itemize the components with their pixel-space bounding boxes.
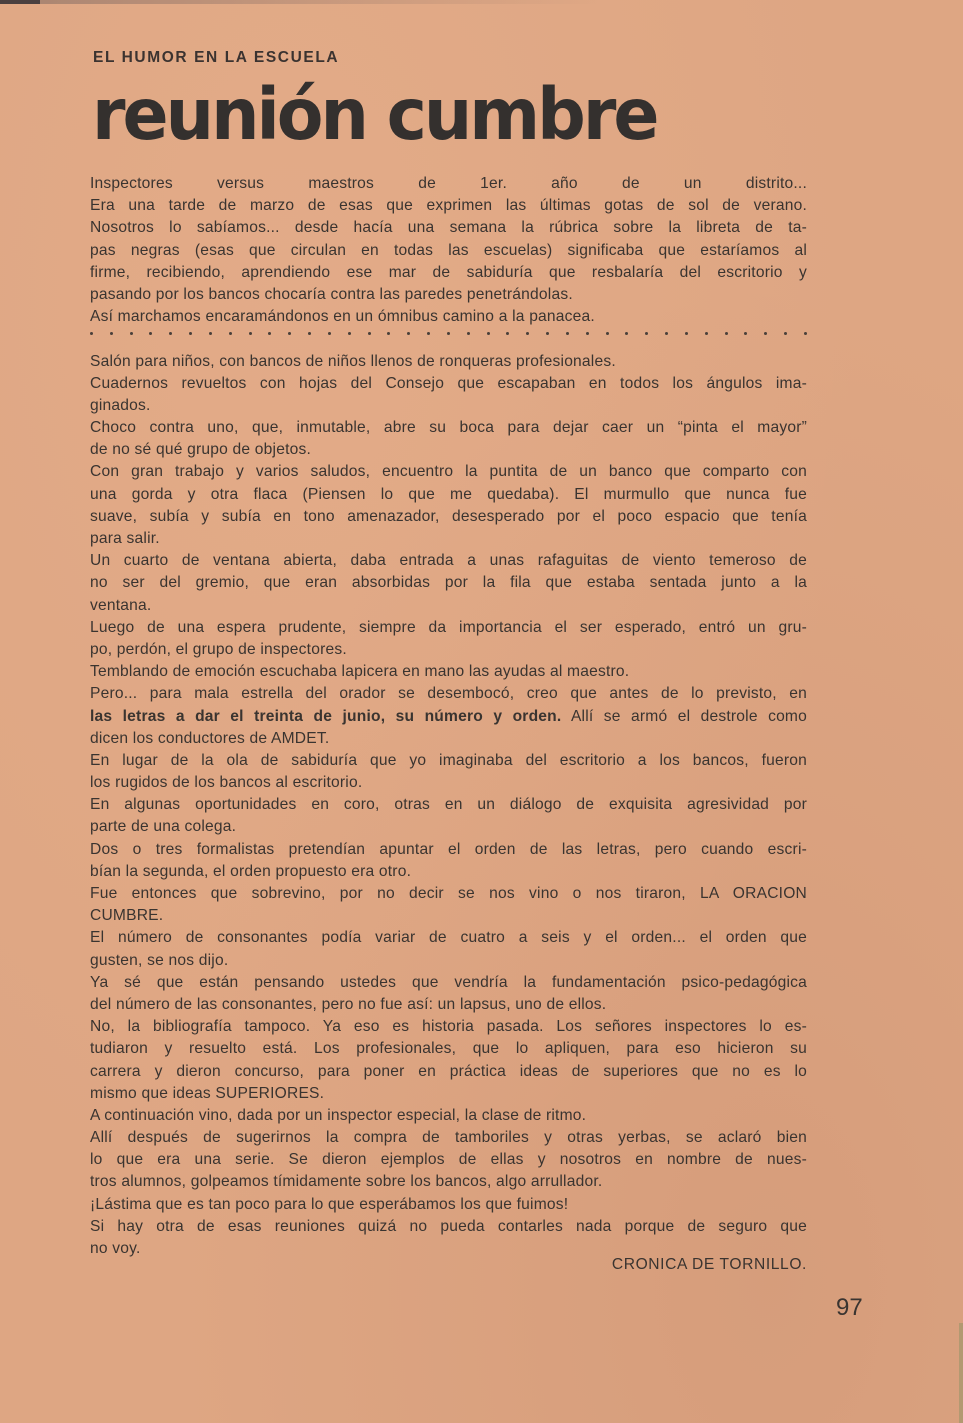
- article-line: En algunas oportunidades en coro, otras en un diálogo de exquisita agresividad por: [90, 796, 807, 814]
- article-line: A continuación vino, dada por un inspector especial, la clase de ritmo.: [90, 1106, 587, 1124]
- article-line: bían la segunda, el orden propuesto era otro.: [90, 862, 412, 880]
- article-line: mismo que ideas SUPERIORES.: [90, 1084, 325, 1102]
- article-line-bold: [90, 706, 807, 728]
- article-line: Fue entonces que sobrevino, por no decir se nos vino o nos tiraron, LA ORACION: [90, 885, 807, 902]
- article-line: Allí después de sugerirnos la compra de tamboriles y otras yerbas, se aclaró bien: [90, 1129, 807, 1147]
- article-line: de no sé qué grupo de objetos.: [90, 441, 312, 459]
- article-line: tros alumnos, golpeamos tímidamente sobre los bancos, algo arrullador.: [90, 1173, 603, 1191]
- article-line: una gorda y otra flaca (Piensen lo que me quedaba). El murmullo que nunca fue: [90, 485, 807, 503]
- article-line: Si hay otra de esas reuniones quizá no pueda contarles nada porque de seguro que: [90, 1217, 807, 1235]
- article-line: po, perdón, el grupo de inspectores.: [90, 640, 347, 658]
- article-line: Temblando de emoción escuchaba lapicera en mano las ayudas al maestro.: [90, 663, 630, 681]
- article-line: El número de consonantes podía variar de cuatro a seis y el orden... el orden que: [90, 929, 807, 947]
- article-line: no voy.: [90, 1240, 141, 1257]
- article-line: pas negras (esas que circulan en todas las escuelas) significaba que estaríamos al: [90, 241, 807, 259]
- article-line: dicen los conductores de AMDET.: [90, 729, 330, 747]
- article-line: Así marchamos encaramándonos en un ómnibus camino a la panacea.: [90, 308, 595, 326]
- article-line: pasando por los bancos chocaría contra las paredes penetrándolas.: [90, 285, 573, 303]
- bold-phrase: las letras a dar el treinta de junio, su número y orden.: [90, 707, 562, 725]
- article-line: CUMBRE.: [90, 907, 164, 925]
- article-line: ventana.: [90, 596, 152, 614]
- article-line: tudiaron y resuelto está. Los profesionales, que lo apliquen, para eso hicieron su: [90, 1040, 807, 1058]
- article-line: Era una tarde de marzo de esas que exprimen las últimas gotas de sol de verano.: [90, 197, 807, 215]
- article-line: Pero... para mala estrella del orador se desembocó, creo que antes de lo previsto, en: [90, 685, 807, 703]
- article-signature: CRONICA DE TORNILLO.: [611, 1256, 807, 1273]
- article-line: parte de una colega.: [90, 818, 237, 836]
- article-line: Luego de una espera prudente, siempre da importancia el ser esperado, entró un gru-: [90, 618, 807, 636]
- article-line: firme, recibiendo, aprendiendo ese mar de sabiduría que resbalaría del escritorio y: [90, 263, 807, 281]
- page-top-edge: [0, 0, 963, 4]
- bold-line-rest: Allí se armó el destrole como: [561, 707, 807, 725]
- page-number: 97: [836, 1294, 863, 1321]
- article-line: lo que era una serie. Se dieron ejemplos de ellas y nosotros en nombre de nues-: [90, 1151, 807, 1169]
- article-line: Un cuarto de ventana abierta, daba entrada a unas rafaguitas de viento temeroso de: [90, 552, 807, 570]
- article-line: ¡Lástima que es tan poco para lo que esperábamos los que fuimos!: [90, 1195, 569, 1213]
- article-line: para salir.: [90, 530, 160, 547]
- article-line: ginados.: [90, 396, 151, 414]
- section-divider-dots: [90, 328, 807, 350]
- article-line: gusten, se nos dijo.: [90, 951, 229, 969]
- article-line: Choco contra uno, que, inmutable, abre su boca para dejar caer un “pinta el mayor”: [90, 419, 807, 437]
- article-line: los rugidos de los bancos al escritorio.: [90, 774, 363, 792]
- article-line: En lugar de la ola de sabiduría que yo imaginaba del escritorio a los bancos, fueron: [90, 751, 807, 769]
- page-edge-mark: [959, 1323, 963, 1423]
- article-line: suave, subía y subía en tono amenazador, desesperado por el poco espacio que tenía: [90, 507, 807, 525]
- article-title: reunión cumbre: [92, 73, 657, 157]
- article-line: Nosotros lo sabíamos... desde hacía una semana la rúbrica sobre la libreta de ta-: [90, 219, 807, 237]
- article-line: Ya sé que están pensando ustedes que vendría la fundamentación psico-pedagógica: [90, 973, 807, 991]
- article-line: Salón para niños, con bancos de niños llenos de ronqueras profesionales.: [90, 352, 616, 370]
- article-body: [90, 173, 807, 1260]
- article-line: del número de las consonantes, pero no fue así: un lapsus, uno de ellos.: [90, 995, 607, 1013]
- article-line: Dos o tres formalistas pretendían apuntar el orden de las letras, pero cuando escri-: [90, 840, 807, 858]
- article-line: No, la bibliografía tampoco. Ya eso es historia pasada. Los señores inspectores lo es-: [90, 1018, 807, 1036]
- article-line: Cuadernos revueltos con hojas del Consejo que escapaban en todos los ángulos ima-: [90, 374, 807, 392]
- article-line: carrera y dieron concurso, para poner en práctica ideas de superiores que no es lo: [90, 1062, 807, 1080]
- article-line: Con gran trabajo y varios saludos, encuentro la puntita de un banco que comparto con: [90, 463, 807, 481]
- article-line: Inspectores versus maestros de 1er. año de un distrito...: [90, 175, 807, 192]
- section-label: EL HUMOR EN LA ESCUELA: [93, 49, 340, 66]
- article-line: no ser del gremio, que eran absorbidas por la fila que estaba sentada junto a la: [90, 574, 807, 592]
